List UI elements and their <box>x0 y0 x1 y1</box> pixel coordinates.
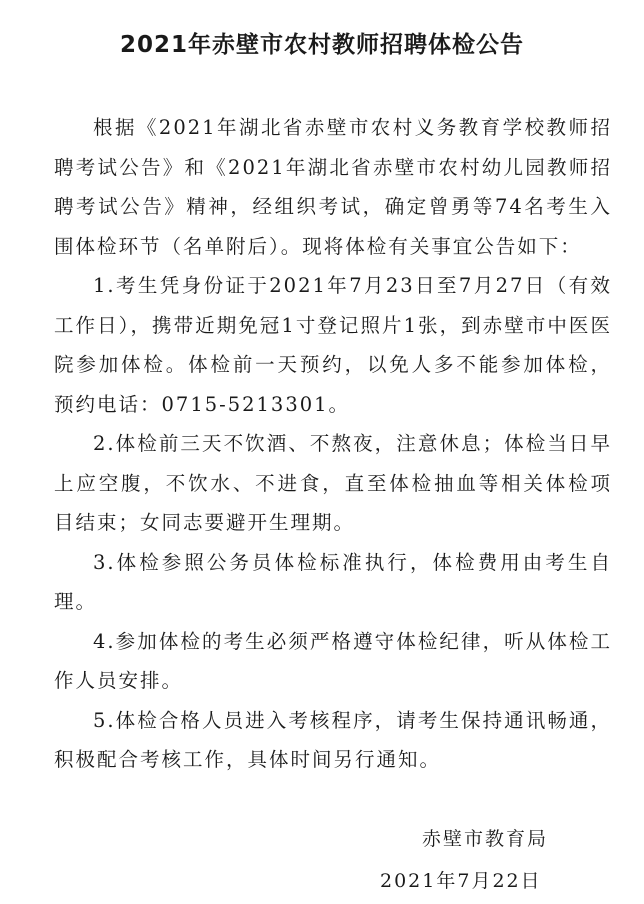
intro-paragraph: 根据《2021年湖北省赤壁市农村义务教育学校教师招聘考试公告》和《2021年湖北省赤壁市农村幼儿园教师招聘考试公告》精神，经组织考试，确定曾勇等74名考生入围体检环节（名单附后）。现将体检有关事宜公告如下： <box>54 116 612 258</box>
announcement-body <box>54 108 612 780</box>
signature-org: 赤壁市教育局 <box>421 828 548 850</box>
item-paragraph-4: 4.参加体检的考生必须严格遵守体检纪律，听从体检工作人员安排。 <box>54 629 612 692</box>
item-paragraph-1: 1.考生凭身份证于2021年7月23日至7月27日（有效工作日），携带近期免冠1寸登记照片1张，到赤壁市中医医院参加体检。体检前一天预约，以免人多不能参加体检，预约电话：0715-5213301。 <box>54 274 612 416</box>
item-paragraph-3: 3.体检参照公务员体检标准执行，体检费用由考生自理。 <box>54 550 612 613</box>
item-paragraph-5: 5.体检合格人员进入考核程序，请考生保持通讯畅通，积极配合考核工作，具体时间另行通知。 <box>54 708 612 771</box>
signature-date: 2021年7月22日 <box>380 870 542 892</box>
item-paragraph-2: 2.体检前三天不饮酒、不熬夜，注意休息；体检当日早上应空腹，不饮水、不进食，直至体检抽血等相关体检项目结束；女同志要避开生理期。 <box>54 432 612 534</box>
page-title: 2021年赤壁市农村教师招聘体检公告 <box>119 32 524 58</box>
